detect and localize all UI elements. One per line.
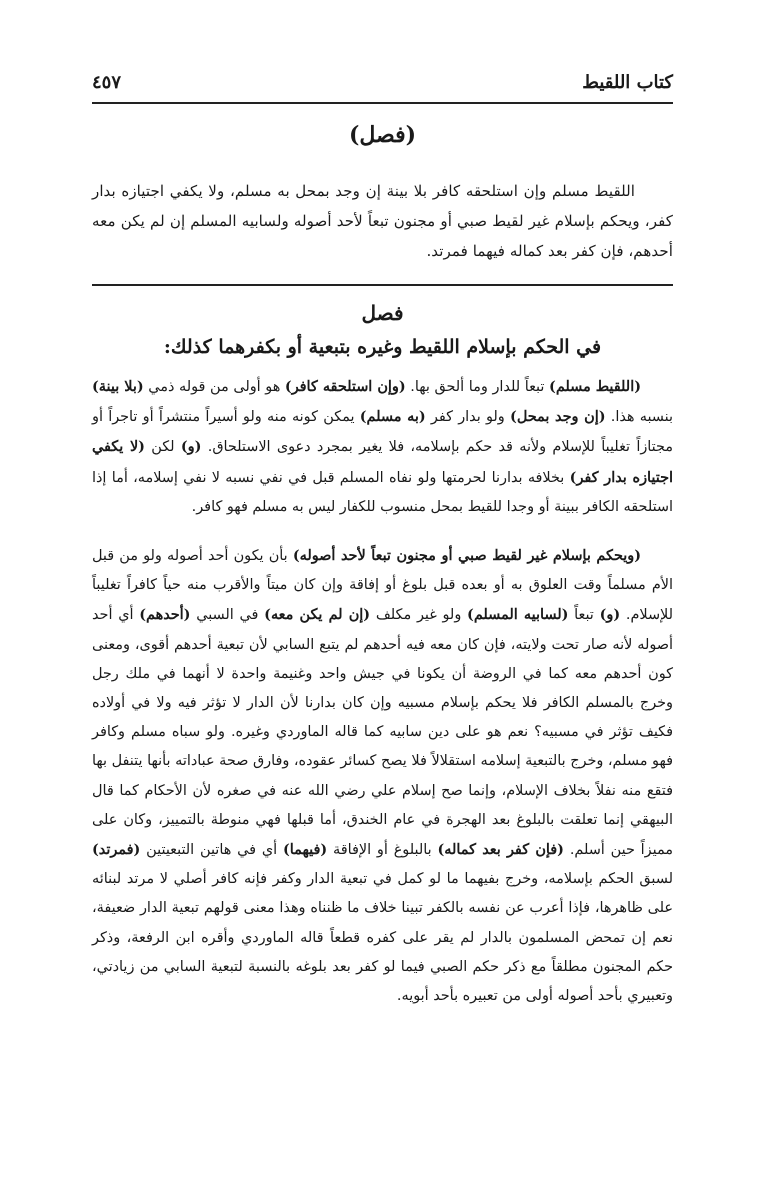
commentary-segment: ولو بدار كفر: [425, 409, 511, 426]
page-header: [92, 66, 673, 104]
commentary-paragraph: [92, 372, 673, 522]
commentary-heading-subtitle: في الحكم بإسلام اللقيط وغيره بتبعية أو بكفرهما كذلك:: [163, 336, 602, 358]
commentary-segment: يمكن كونه منه ولو أسيراً منتشراً أو تاجراً أو مجتازاً تغليباً للإسلام ولأنه قد حكم بإسلامه، فلا يغير بمجرد دعوى الاستلحاق.: [92, 409, 673, 456]
commentary-segment: بخلافه بدارنا لحرمتها ولو نفاه المسلم قبل في نفي نسبه لا نفي إسلامه، أما إذا استلحقه الكافر ببينة أو وجدا للقيط بمحل منسوب للكفار ليس به مسلم فهو كافر.: [92, 469, 673, 515]
commentary-segment: هو أولى من قوله ذمي: [143, 379, 285, 395]
quoted-matn: (لا يكفي اجتيازه بدار كفر): [92, 438, 673, 486]
commentary-text: [92, 372, 673, 1011]
quoted-matn: (إن لم يكن معه): [264, 606, 371, 624]
commentary-segment: بالبلوغ أو الإفاقة: [327, 842, 438, 859]
commentary-segment: لكن: [144, 439, 181, 456]
section-title: (فصل): [348, 122, 417, 148]
commentary-paragraph: [92, 541, 673, 1011]
matn-text: [92, 176, 673, 266]
quoted-matn: (إن وجد بمحل): [510, 408, 606, 426]
quoted-matn: (به مسلم): [359, 408, 426, 426]
divider-rule: [92, 284, 673, 286]
commentary-segment: لسبق الحكم بإسلامه، وخرج بفيهما ما لو كمل في تبعية الدار وكفر فإنه كافر أصلي لا مرتد لبنائه على ظاهرها، فإذا أعرب عن نفسه بالكفر تبينا خلاف ما ظنناه وهذا معنى قولهم تبعية الدار ضعيفة، نعم إن تمحض المسلمون بالدار لم يقر على كفره قطعاً قاله الماوردي وأقره ابن الرفعة، وذكر حكم المجنون مطلقاً مع ذكر حكم الصبي فيما لو كفر بعد بلوغه بالنسبة لتبعية السابي من زيادتي، وتعبيري بأحد أصوله أولى من تعبيره بأحد أبويه.: [92, 871, 673, 1005]
quoted-matn: (اللقيط مسلم): [549, 378, 642, 395]
commentary-segment: أي في هاتين التبعيتين: [140, 842, 283, 859]
commentary-heading-title: فصل: [361, 301, 404, 325]
quoted-matn: (فمرتد): [92, 841, 141, 859]
quoted-matn: (و): [180, 438, 202, 456]
commentary-segment: بنسبه هذا.: [605, 409, 673, 426]
matn-paragraph: اللقيط مسلم وإن استلحقه كافر بلا بينة إن وجد بمحل به مسلم، ولا يكفي اجتيازه بدار كفر، ويحكم بإسلام غير لقيط صبي أو مجنون تبعاً لأحد أصوله ولسابيه المسلم إن لم يكن معه أحدهم، فإن كفر بعد كماله فيهما فمرتد.: [92, 182, 673, 260]
quoted-matn: (وإن استلحقه كافر): [284, 378, 406, 395]
quoted-matn: (بلا بينة): [92, 378, 144, 395]
commentary-segment: ولو غير مكلف: [370, 607, 468, 624]
quoted-matn: (فيهما): [282, 841, 328, 859]
running-title: كتاب اللقيط: [582, 72, 673, 93]
commentary-segment: أي أحد أصوله لأنه صار تحت ولايته، فإن كان معه فيه أحدهم لم يتبع السابي لأن تبعية أحدهم أقوى، ومعنى كون أحدهم معه كما في الروضة أن يكونا في جيش واحد وغنيمة واحدة لا أنهما في ملك رجل وخرج بالمسلم الكافر فلا يحكم بإسلام مسبيه وإن كان بدارنا لأن الدار لا تؤثر فيه ولا في أولاده فكيف تؤثر في مسبيه؟ نعم هو على دين سابيه كما قاله الماوردي وغيره. ولو سباه مسلم وكافر فهو مسلم، وخرج بالتبعية إسلامه استقلالاً فلا يصح كسائر عقوده، وفارق صحة عباداته بأنها يتنفل بها فتقع منه نفلاً بخلاف الإسلام، وإنما صح إسلام علي رضي الله عنه في صغره لأن الأحكام كما قال البيهقي إنما تعلقت بالبلوغ بعد الهجرة في عام الخندق، أما قبلها فهي منوطة بالتمييز، وكان على مميزاً حين أسلم.: [92, 607, 673, 859]
quoted-matn: (ويحكم بإسلام غير لقيط صبي أو مجنون تبعاً لأحد أصوله): [292, 547, 642, 565]
commentary-heading: [92, 296, 673, 364]
commentary-segment: في السبي: [190, 607, 265, 624]
commentary-segment: تبعاً: [568, 607, 600, 624]
commentary-segment: بأن يكون أحد أصوله ولو من قبل الأم مسلماً وقت العلوق به أو بعده قبل بلوغ أو إفاقة وإن كان ميتاً والأقرب منه حياً كافراً تغليباً للإسلام.: [92, 548, 674, 624]
quoted-matn: (أحدهم): [139, 606, 191, 624]
commentary-segment: تبعاً للدار وما ألحق بها.: [405, 379, 550, 395]
quoted-matn: (و): [599, 606, 621, 624]
quoted-matn: (لسابيه المسلم): [467, 606, 569, 624]
page-number: ٤٥٧: [92, 72, 122, 93]
quoted-matn: (فإن كفر بعد كماله): [437, 841, 564, 859]
